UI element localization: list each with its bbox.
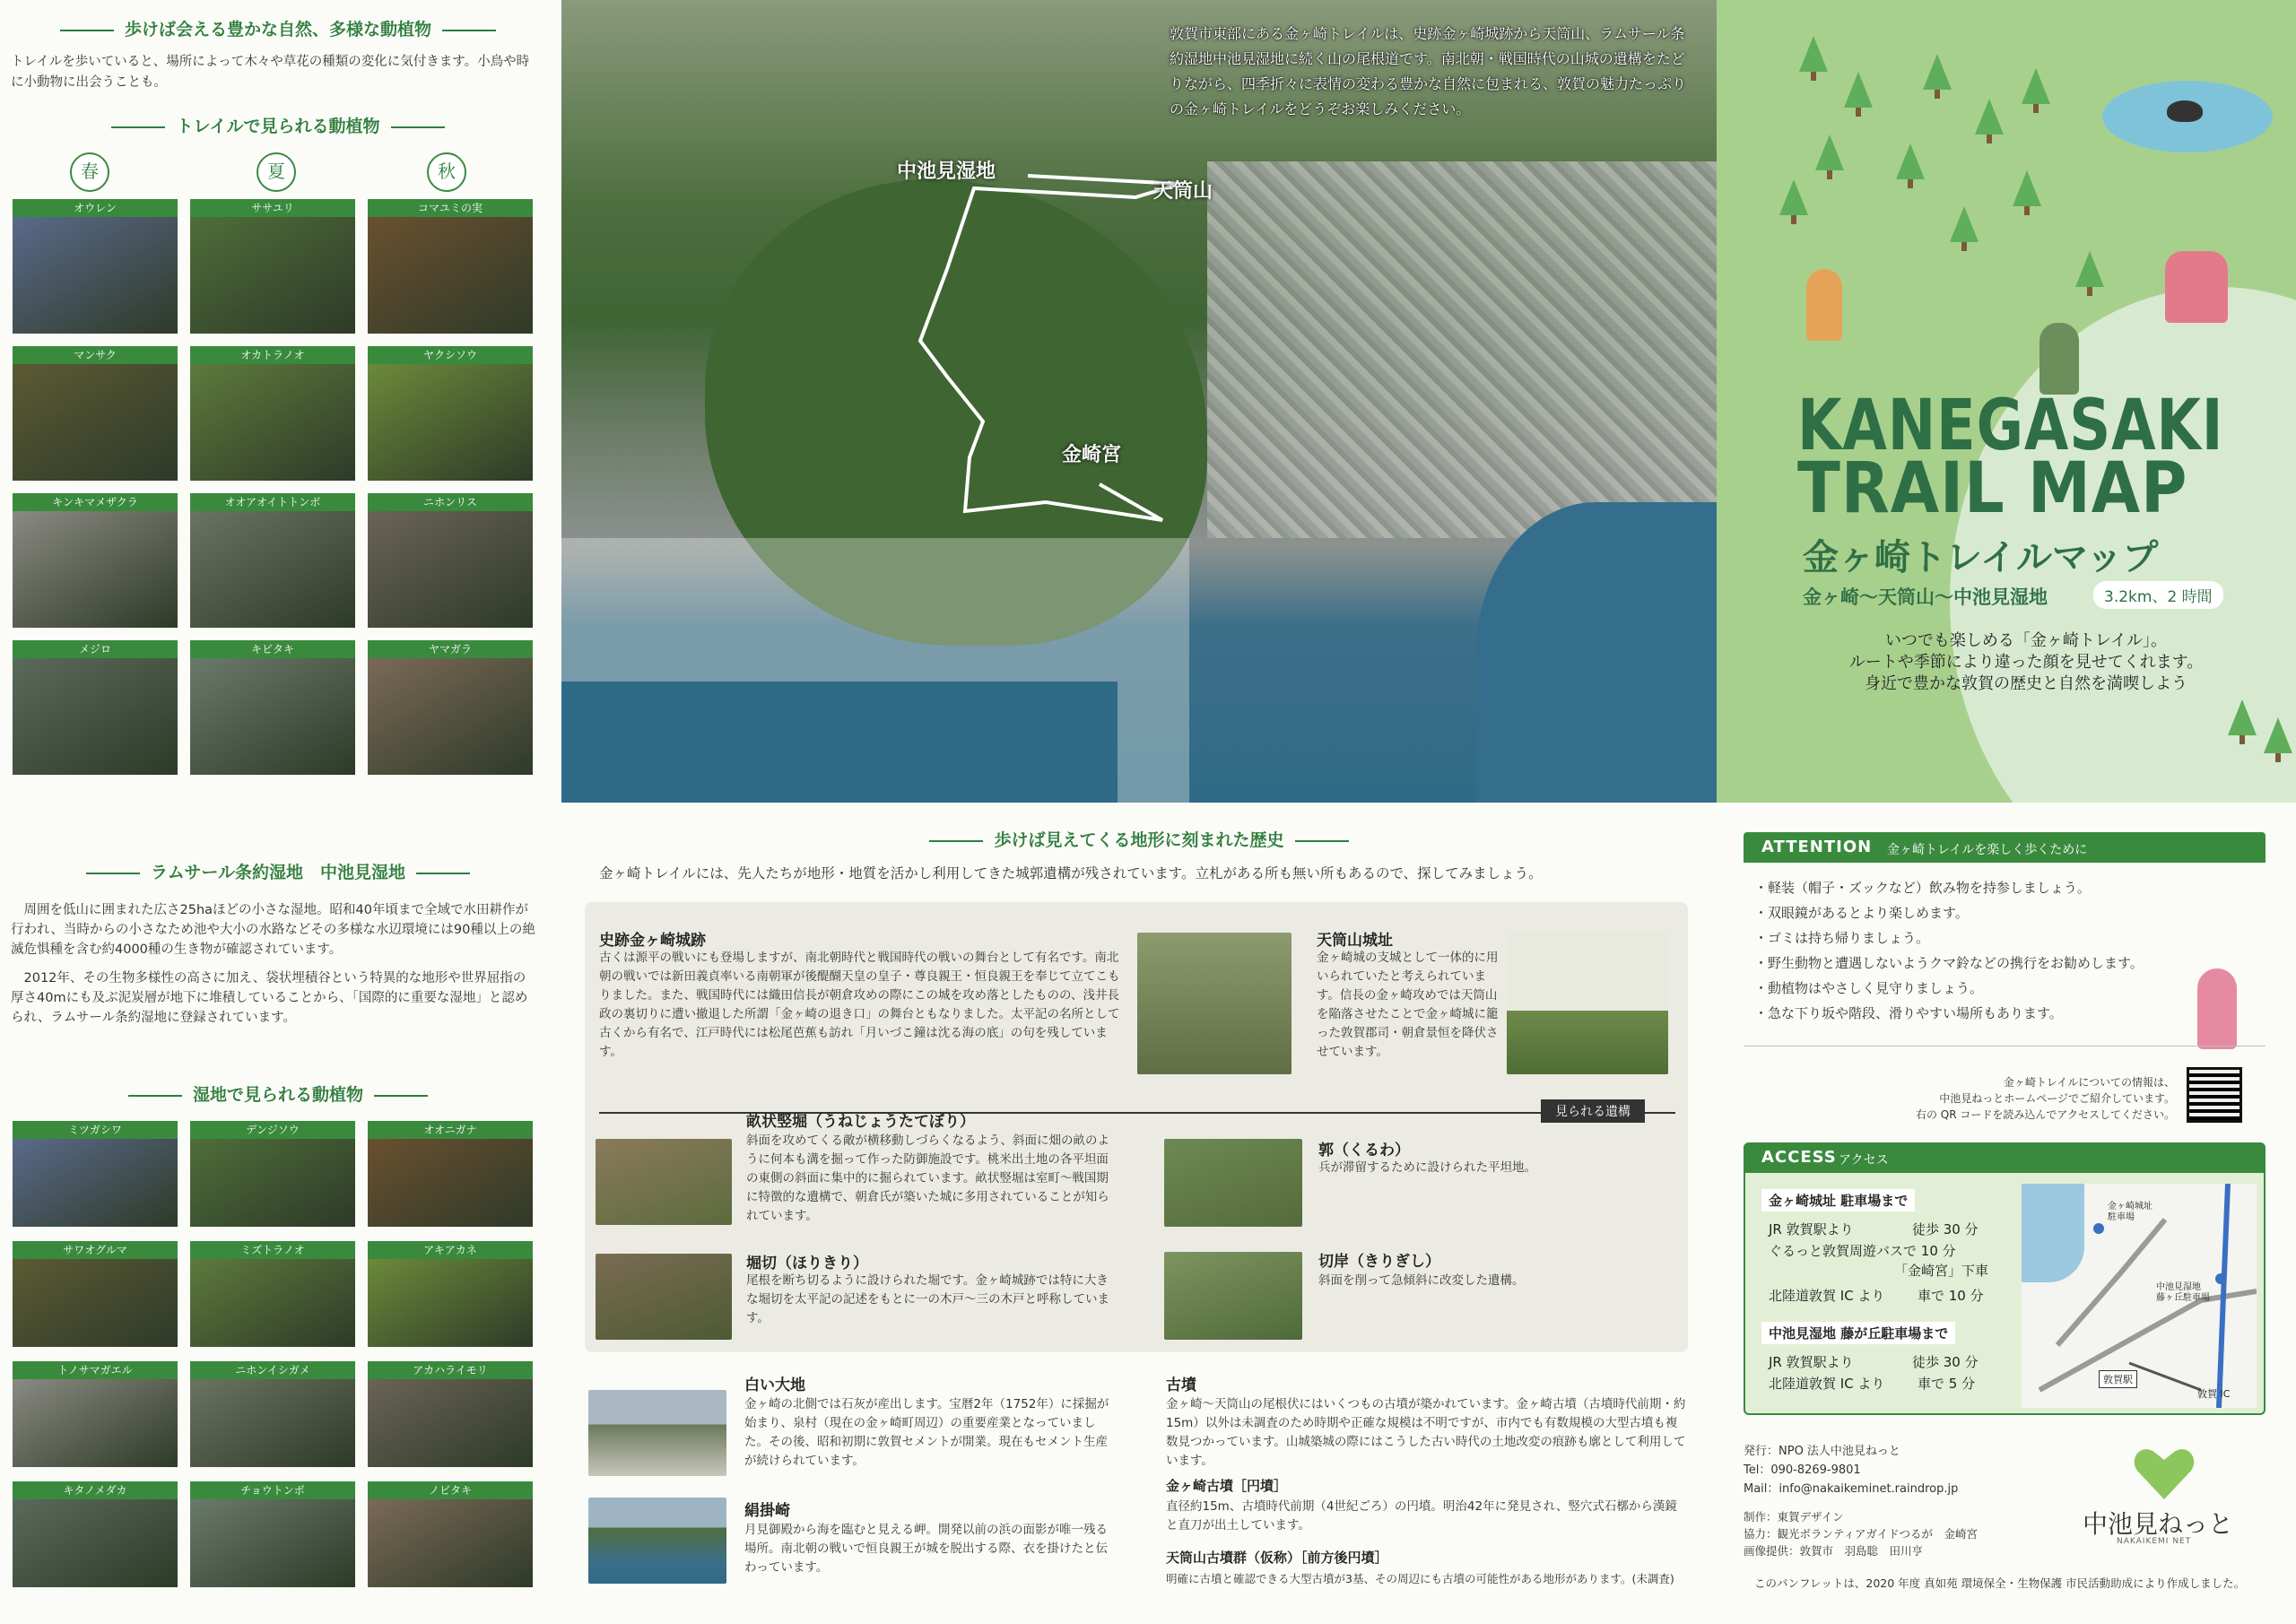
species-image <box>368 364 533 481</box>
qr-info-line: 右の QR コードを読み込んでアクセスしてください。 <box>1915 1108 2175 1121</box>
tree-icon <box>2075 251 2104 287</box>
access-label: ACCESS <box>1761 1148 1837 1167</box>
species-image <box>13 1379 178 1467</box>
tezutsu-kofun-text: 明確に古墳と確認できる大型古墳が3基、その周辺にも古墳の可能性がある地形があります。(未調査) <box>1166 1572 1674 1585</box>
species-image <box>190 364 355 481</box>
hiker-illustration <box>1806 269 1842 341</box>
species-name: キタノメダカ <box>13 1481 178 1499</box>
tree-icon <box>2013 170 2041 206</box>
attention-label: ATTENTION <box>1761 838 1873 856</box>
species-photo <box>368 640 533 775</box>
parking-marker-icon <box>2093 1223 2104 1234</box>
map-label-station: 敦賀駅 <box>2099 1370 2137 1388</box>
species-image <box>13 1499 178 1587</box>
species-name: キンキマメザクラ <box>13 493 178 511</box>
tezutsu-castle-title: 天筒山城址 <box>1317 932 1393 950</box>
tree-icon <box>1779 179 1808 215</box>
species-photo <box>13 1121 178 1227</box>
tree-icon <box>2022 68 2050 104</box>
heart-logo-icon <box>2133 1446 2196 1501</box>
species-photo <box>368 1121 533 1227</box>
access-row-time: 徒歩 30 分 <box>1912 1221 1979 1238</box>
species-photo <box>368 346 533 481</box>
kirigishi-title: 切岸（きりぎし） <box>1318 1253 1440 1271</box>
species-photo <box>190 1241 355 1347</box>
species-image <box>190 1379 355 1467</box>
species-name: ササユリ <box>190 199 355 217</box>
species-photo <box>190 1481 355 1587</box>
tree-icon <box>2264 717 2292 753</box>
tezutsu-kofun-title: 天筒山古墳群（仮称）［前方後円墳］ <box>1166 1550 1388 1566</box>
species-image <box>13 1139 178 1227</box>
tree-icon <box>1896 143 1925 179</box>
species-name: メジロ <box>13 640 178 658</box>
species-photo <box>13 640 178 775</box>
attention-item: ・軽装（帽子・ズックなど）飲み物を持参しましょう。 <box>1754 880 2091 896</box>
access-map <box>2022 1184 2257 1408</box>
species-photo <box>368 1241 533 1347</box>
species-image <box>13 217 178 334</box>
species-photo <box>13 493 178 628</box>
shiroi-daichi-photo <box>588 1390 726 1476</box>
parking-marker-icon <box>2215 1273 2226 1284</box>
species-photo <box>190 199 355 334</box>
map-label-ic: 敦賀 IC <box>2197 1388 2231 1400</box>
species-photo <box>190 493 355 628</box>
species-image <box>190 1499 355 1587</box>
species-image <box>368 1499 533 1587</box>
species-name: ミズトラノオ <box>190 1241 355 1259</box>
kinukake-photo <box>588 1498 726 1584</box>
kirigishi-photo <box>1164 1252 1302 1340</box>
species-name: アカハライモリ <box>368 1361 533 1379</box>
tree-icon <box>1975 99 2004 135</box>
duck-icon <box>2167 100 2203 122</box>
shiroi-daichi-text: 金ヶ崎の北側では石灰が産出します。宝暦2年（1752年）に採掘が始まり、泉村（現在の金ヶ崎町周辺）の重要産業となっていました。その後、昭和初期に敦賀セメントが開業。現在もセメント生産が続けられています。 <box>744 1397 1109 1468</box>
tezutsu-castle-text: 金ヶ崎城の支城として一体的に用いられていたと考えられています。信長の金ヶ崎攻めでは天筒山を陥落させたことで金ヶ崎城に籠った敦賀郡司・朝倉景恒を降伏させています。 <box>1317 951 1499 1059</box>
species-image <box>190 511 355 628</box>
funding-note: このパンフレットは、2020 年度 真如苑 環境保全・生物保護 市民活動助成により作成しました。 <box>1754 1576 2246 1590</box>
access-sub: アクセス <box>1839 1153 1889 1168</box>
species-photo <box>190 640 355 775</box>
logo-subtext: NAKAIKEMI NET <box>2117 1537 2192 1546</box>
shiroi-daichi-title: 白い大地 <box>744 1376 805 1394</box>
family-illustration <box>2165 251 2228 323</box>
species-image <box>190 217 355 334</box>
castle-text: 古くは源平の戦いにも登場しますが、南北朝時代と戦国時代の戦いの舞台として有名です。南北朝の戦いでは新田義貞率いる南朝軍が後醍醐天皇の皇子・尊良親王・恒良親王を奉じて立てこもりました。また、戦国時代には織田信長が朝倉攻めの際にこの城を攻め落としたものの、浅井長政の裏切りに遭い撤退した所謂「金ヶ崎の退き口」の舞台ともなりました。太平記の名所として古くから有名で、江戸時代には松尾芭蕉も訪れ「月いづこ鐘は沈る海の底」の句を残しています。 <box>599 951 1120 1059</box>
species-photo <box>368 493 533 628</box>
kuruwa-title: 郭（くるわ） <box>1318 1142 1410 1159</box>
credits <box>1744 1508 1978 1559</box>
species-photo <box>190 1121 355 1227</box>
species-image <box>190 1259 355 1347</box>
horikiri-text: 尾根を断ち切るように設けられた堀です。金ヶ崎城跡では特に大きな堀切を太平記の記述をもとに一の木戸～三の木戸と呼称しています。 <box>746 1273 1109 1325</box>
credit-line: 画像提供：敦賀市 羽島聡 田川亨 <box>1744 1544 1924 1558</box>
wetland-species-title: 湿地で見られる動植物 <box>0 1081 556 1106</box>
tree-icon <box>1923 54 1952 90</box>
tree-icon <box>2228 699 2257 735</box>
species-name: オオアオイトトンボ <box>190 493 355 511</box>
hiker-mascot <box>2197 968 2237 1049</box>
remains-tag: 見られる遺構 <box>1541 1099 1645 1123</box>
parking-1-title: 金ヶ崎城址 駐車場まで <box>1761 1189 1915 1211</box>
species-image <box>190 658 355 775</box>
tree-icon <box>1815 135 1844 170</box>
birdwatcher-illustration <box>2039 323 2079 395</box>
qr-code[interactable] <box>2187 1067 2242 1123</box>
access-row: 北陸道敦賀 IC より <box>1769 1376 1885 1392</box>
species-photo <box>13 1361 178 1467</box>
species-photo <box>368 1361 533 1467</box>
season-spring: 春 <box>70 152 109 192</box>
horikiri-photo <box>596 1254 732 1340</box>
kirigishi-text: 斜面を削って急傾斜に改変した遺構。 <box>1318 1273 1525 1288</box>
species-image <box>368 658 533 775</box>
season-summer: 夏 <box>257 152 296 192</box>
cover-tagline-3: 身近で豊かな敦賀の歴史と自然を満喫しよう <box>1865 674 2187 693</box>
species-name: トノサマガエル <box>13 1361 178 1379</box>
season-autumn: 秋 <box>427 152 466 192</box>
cover-title-en-1: KANEGASAKI <box>1797 386 2224 466</box>
species-photo <box>190 1361 355 1467</box>
publisher: 発行：NPO 法人中池見ねっと <box>1744 1445 1900 1458</box>
access-row: JR 敦賀駅より <box>1769 1354 1854 1370</box>
kanegasaki-kofun-title: 金ヶ崎古墳［円墳］ <box>1166 1478 1288 1494</box>
kuruwa-text: 兵が滞留するために設けられた平坦地。 <box>1318 1160 1536 1175</box>
aerial-intro-text: 敦賀市東部にある金ヶ崎トレイルは、史跡金ヶ崎城跡から天筒山、ラムサール条約湿地中池見湿地に続く山の尾根道です。南北朝・戦国時代の山城の遺構をたどりながら、四季折々に表情の変わる豊かな自然に包まれる、敦賀の魅力たっぷりの金ヶ崎トレイルをどうぞお楽しみください。 <box>1170 25 1687 117</box>
nature-section-title: 歩けば会える豊かな自然、多様な動植物 <box>0 16 556 40</box>
unejo-text: 斜面を攻めてくる敵が横移動しづらくなるよう、斜面に畑の畝のように何本も溝を掘って作った防御施設です。桃米出土地の各平坦面の東側の斜面に集中的に掘られています。畝状竪堀は室町～戦国期に特徴的な遺構で、朝倉氏が築いた城に多用されていることが知られています。 <box>746 1133 1109 1223</box>
species-photo <box>368 199 533 334</box>
label-tezutsu: 天筒山 <box>1153 180 1213 203</box>
wetland-paragraph-2: 2012年、その生物多様性の高さに加え、袋状埋積谷という特異的な地形や世界屈指の厚さ40mにも及ぶ泥炭層が地下に堆積していることから、「国際的に重要な湿地」と認められ、ラムサール条約湿地に登録されています。 <box>11 971 528 1025</box>
species-name: チョウトンボ <box>190 1481 355 1499</box>
attention-sub: 金ヶ崎トレイルを楽しく歩くために <box>1887 843 2088 857</box>
kofun-text: 金ヶ崎～天筒山の尾根伏にはいくつもの古墳が築かれています。金ヶ崎古墳（古墳時代前期・約15m）以外は未調査のため時期や正確な規模は不明ですが、市内でも有数規模の大型古墳も複数見つかっています。山城築城の際にはこうした古い時代の土地改変の痕跡も廓として利用しています。 <box>1166 1397 1686 1468</box>
cover-panel <box>1717 0 2296 803</box>
cover-title-ja: 金ヶ崎トレイルマップ <box>1803 537 2159 578</box>
cover-title-en-2: TRAIL MAP <box>1797 448 2188 529</box>
species-image <box>368 511 533 628</box>
species-name: コマユミの実 <box>368 199 533 217</box>
publisher-mail[interactable]: Mail：info@nakaikeminet.raindrop.jp <box>1744 1482 1959 1496</box>
publisher-info <box>1744 1442 1958 1498</box>
cover-route: 金ヶ崎～天筒山～中池見湿地 <box>1803 586 2048 608</box>
nature-intro: トレイルを歩いていると、場所によって木々や草花の種類の変化に気付きます。小鳥や時に小動物に出会うことも。 <box>11 55 530 90</box>
access-row: 北陸道敦賀 IC より <box>1769 1288 1885 1304</box>
species-photo <box>13 199 178 334</box>
unejo-title: 畝状竪堀（うねじょうたてぼり） <box>746 1113 975 1131</box>
tree-icon <box>1799 36 1828 72</box>
attention-item: ・動植物はやさしく見守りましょう。 <box>1754 980 1984 996</box>
kofun-title: 古墳 <box>1166 1376 1196 1394</box>
trail-species-title: トレイルで見られる動植物 <box>0 113 556 137</box>
attention-header <box>1744 832 2266 863</box>
species-image <box>368 217 533 334</box>
tree-icon <box>1950 206 1979 242</box>
tree-icon <box>1844 72 1873 108</box>
species-name: オカトラノオ <box>190 346 355 364</box>
species-name: ヤマガラ <box>368 640 533 658</box>
species-photo <box>190 346 355 481</box>
species-image <box>190 1139 355 1227</box>
distance-badge: 3.2km、2 時間 <box>2093 581 2223 609</box>
species-name: デンジソウ <box>190 1121 355 1139</box>
parking-2-title: 中池見湿地 藤が丘駐車場まで <box>1761 1322 1955 1344</box>
kuruwa-photo <box>1164 1139 1302 1227</box>
species-name: サワオグルマ <box>13 1241 178 1259</box>
species-image <box>13 511 178 628</box>
credit-line: 制作：東賀デザイン <box>1744 1510 1844 1524</box>
species-name: ニホンリス <box>368 493 533 511</box>
logo-text: 中池見ねっと <box>2083 1509 2234 1539</box>
horikiri-title: 堀切（ほりきり） <box>746 1255 868 1272</box>
credit-line: 協力：観光ボランティアガイドつるが 金崎宮 <box>1744 1527 1979 1541</box>
species-name: ヤクシソウ <box>368 346 533 364</box>
qr-info-line: 金ヶ崎トレイルについての情報は、 <box>2003 1076 2175 1089</box>
aerial-photo <box>561 0 1717 803</box>
species-photo <box>13 1481 178 1587</box>
kinukake-text: 月見御殿から海を臨むと見える岬。開発以前の浜の面影が唯一残る場所。南北朝の戦いで恒良親王が城を脱出する際、衣を掛けたと伝わっています。 <box>744 1523 1108 1575</box>
species-name: アキアカネ <box>368 1241 533 1259</box>
species-image <box>368 1379 533 1467</box>
species-photo <box>13 346 178 481</box>
attention-item: ・野生動物と遭遇しないようクマ鈴などの携行をお勧めします。 <box>1754 955 2144 971</box>
tezutsu-castle-photo <box>1507 933 1668 1074</box>
map-label-kanegasaki-parking: 金ヶ崎城址 駐車場 <box>2108 1202 2152 1222</box>
qr-info-line: 中池見ねっとホームページでご紹介しています。 <box>1939 1092 2175 1105</box>
castle-title: 史跡金ヶ崎城跡 <box>599 932 706 950</box>
history-intro: 金ヶ崎トレイルには、先人たちが地形・地質を活かし利用してきた城郭遺構が残されています。立札がある所も無い所もあるので、探してみましょう。 <box>599 865 1543 881</box>
access-header <box>1744 1142 2266 1173</box>
species-name: オオニガナ <box>368 1121 533 1139</box>
cover-tagline-1: いつでも楽しめる「金ヶ崎トレイル」。 <box>1884 631 2168 650</box>
access-row: ぐるっと敦賀周遊バスで 10 分 <box>1769 1243 1956 1259</box>
attention-item: ・急な下り坂や階段、滑りやすい場所もあります。 <box>1754 1005 2063 1021</box>
species-image <box>368 1139 533 1227</box>
species-name: キビタキ <box>190 640 355 658</box>
species-image <box>13 1259 178 1347</box>
wetland-section-title: ラムサール条約湿地 中池見湿地 <box>0 859 556 883</box>
access-row-time: 徒歩 30 分 <box>1912 1354 1979 1370</box>
access-row: JR 敦賀駅より <box>1769 1221 1854 1238</box>
species-photo <box>13 1241 178 1347</box>
unejo-photo <box>596 1139 732 1225</box>
attention-item: ・ゴミは持ち帰りましょう。 <box>1754 930 1930 946</box>
species-photo <box>368 1481 533 1587</box>
kinukake-title: 絹掛崎 <box>744 1502 790 1520</box>
species-name: マンサク <box>13 346 178 364</box>
wetland-paragraph-1: 周囲を低山に囲まれた広さ25haほどの小さな湿地。昭和40年頃まで全域で水田耕作が行われ、当時からの小さなため池や大小の水路などその多様な水辺環境には90種以上の絶滅危惧種を含む約4000種の生き物が確認されています。 <box>11 903 535 957</box>
label-kanegasaki-gu: 金崎宮 <box>1062 444 1122 466</box>
access-row-time: 車で 5 分 <box>1918 1376 1976 1392</box>
publisher-tel[interactable]: Tel：090-8269-9801 <box>1744 1463 1861 1477</box>
species-image <box>13 658 178 775</box>
history-section-title: 歩けば見えてくる地形に刻まれた歴史 <box>561 827 1717 851</box>
species-name: ミツガシワ <box>13 1121 178 1139</box>
kanegasaki-kofun-text: 直径約15m、古墳時代前期（4世紀ごろ）の円墳。明治42年に発見され、竪穴式石槨から漢鏡と直刀が出土しています。 <box>1166 1499 1677 1533</box>
species-name: ノビタキ <box>368 1481 533 1499</box>
species-image <box>368 1259 533 1347</box>
label-nakaikemi: 中池見湿地 <box>897 161 996 183</box>
species-name: オウレン <box>13 199 178 217</box>
access-row-time: 車で 10 分 <box>1918 1288 1984 1304</box>
species-image <box>13 364 178 481</box>
species-name: ニホンイシガメ <box>190 1361 355 1379</box>
attention-item: ・双眼鏡があるとより楽しめます。 <box>1754 905 1969 921</box>
cover-tagline-2: ルートや季節により違った顔を見せてくれます。 <box>1848 653 2204 672</box>
map-label-nakaikemi-parking: 中池見湿地 藤ヶ丘駐車場 <box>2156 1282 2210 1303</box>
access-row: 「金崎宮」下車 <box>1894 1263 1989 1279</box>
qr-info <box>1866 1074 2175 1123</box>
attention-list <box>1754 875 2221 1026</box>
castle-photo <box>1137 933 1292 1074</box>
